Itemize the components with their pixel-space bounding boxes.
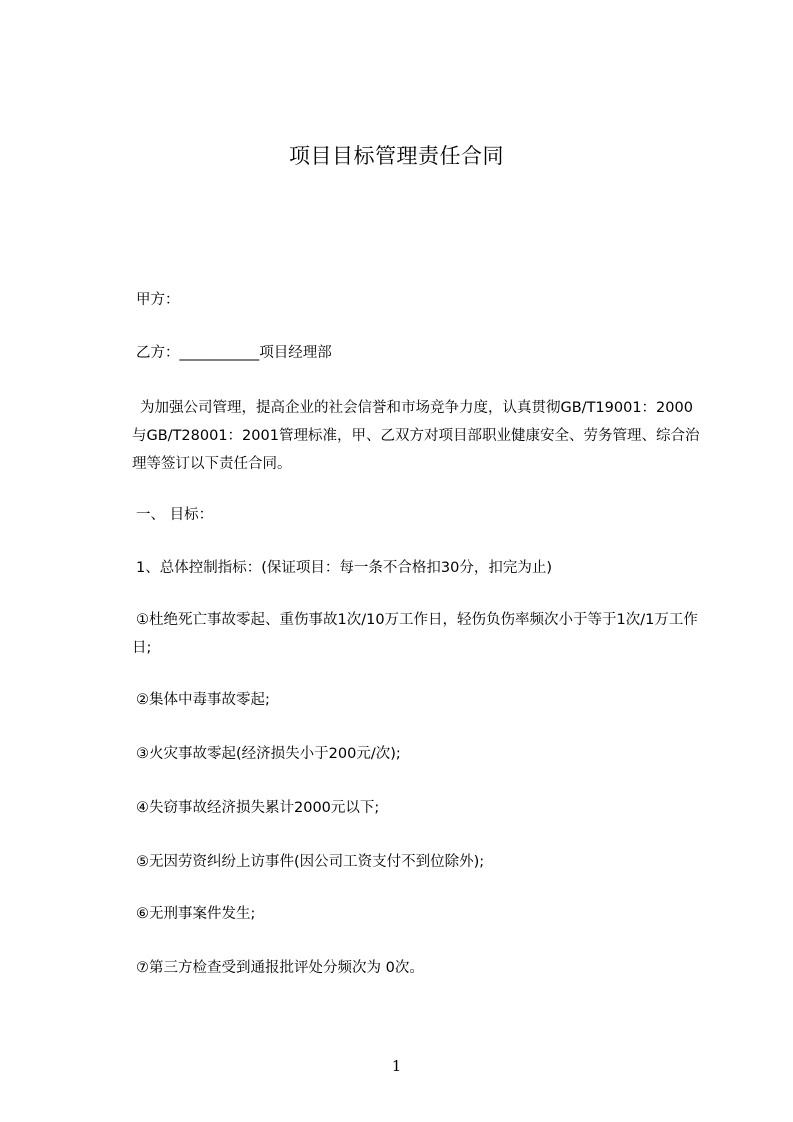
list-item-6: ⑥无刑事案件发生;	[136, 906, 256, 922]
section-1-heading: 一、 目标：	[136, 507, 214, 523]
list-item-7: ⑦第三方检查受到通报批评处分频次为 0次。	[136, 960, 424, 976]
list-item-1: ①杜绝死亡事故零起、重伤事故1次/10万工作日，轻伤负伤率频次小于等于1次/1万工作日;	[132, 612, 698, 656]
party-b-line: 乙方：___________项目经理部	[136, 345, 332, 361]
document-title: 项目目标管理责任合同	[289, 144, 504, 168]
list-item-2: ②集体中毒事故零起;	[136, 692, 270, 708]
list-item-5: ⑤无因劳资纠纷上访事件(因公司工资支付不到位除外);	[136, 854, 485, 870]
list-item-3: ③火灾事故零起(经济损失小于200元/次);	[136, 746, 401, 762]
page-number: 1	[391, 1057, 402, 1075]
item-1-heading: 1、总体控制指标：(保证项目：每一条不合格扣30分，扣完为止)	[136, 560, 552, 576]
list-item-4: ④失窃事故经济损失累计2000元以下;	[136, 800, 380, 816]
party-a-line: 甲方：	[136, 292, 180, 308]
intro-paragraph: 为加强公司管理，提高企业的社会信誉和市场竞争力度，认真贯彻GB/T19001：2000与GB/T28001：2001管理标准，甲、乙双方对项目部职业健康安全、劳务管理、综合治理等签订以下责任合同。	[132, 400, 700, 472]
